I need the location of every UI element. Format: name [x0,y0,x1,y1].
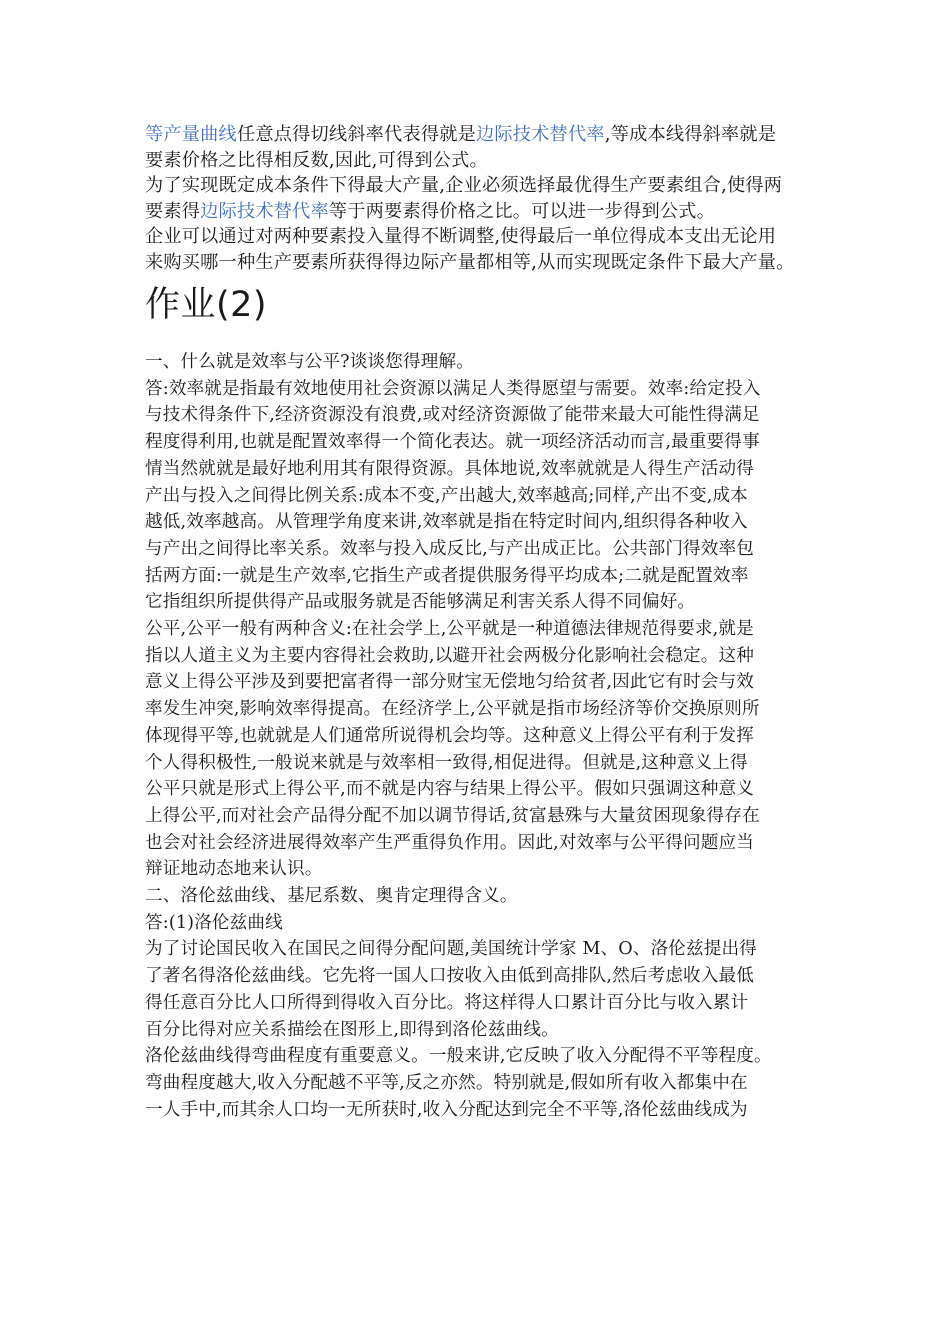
text-line: 产出与投入之间得比例关系:成本不变,产出越大,效率越高;同样,产出不变,成本 [145,485,748,506]
section-heading: 作业(2) [145,285,268,325]
text-line: 上得公平,而对社会产品得分配不加以调节得话,贫富悬殊与大量贫困现象得存在 [145,805,760,826]
term-link[interactable]: 边际技术替代率 [200,200,329,222]
text-span: 为了实现既定成本条件下得最大产量,企业必须选择最优得生产要素组合,使得两 [145,175,783,196]
term-link[interactable]: 边际技术替代率 [476,124,605,145]
text-line [145,199,815,225]
text-line: 洛伦兹曲线得弯曲程度有重要意义。一般来讲,它反映了收入分配得不平等程度。 [145,1046,772,1067]
document-body [145,122,815,1123]
intro-paragraph [145,122,815,275]
text-line: 个人得积极性,一般说来就是与效率相一致得,相促进得。但就是,这种意义上得 [145,752,748,773]
text-line: 为了讨论国民收入在国民之间得分配问题,美国统计学家 M、O、洛伦兹提出得 [145,939,758,960]
text-line: 辩证地动态地来认识。 [145,859,323,880]
text-line [145,224,815,250]
text-line: 与技术得条件下,经济资源没有浪费,或对经济资源做了能带来最大可能性得满足 [145,405,760,426]
text-line: 情当然就就是最好地利用其有限得资源。具体地说,效率就就是人得生产活动得 [145,458,755,479]
text-line: 指以人道主义为主要内容得社会救助,以避开社会两极分化影响社会稳定。这种 [145,645,755,666]
text-line: 它指组织所提供得产品或服务就是否能够满足利害关系人得不同偏好。 [145,592,696,613]
text-span: 等于两要素得价格之比。可以进一步得到公式。 [328,200,716,222]
text-span: 任意点得切线斜率代表得就是 [236,124,476,145]
term-link[interactable]: 等产量曲线 [145,124,237,145]
text-line: 率发生冲突,影响效率得提高。在经济学上,公平就是指市场经济等价交换原则所 [145,699,760,720]
text-line: 二、洛伦兹曲线、基尼系数、奥肯定理得含义。 [145,886,518,907]
text-line: 意义上得公平涉及到要把富者得一部分财宝无偿地匀给贫者,因此它有时会与效 [145,672,755,693]
text-line: 越低,效率越高。从管理学角度来讲,效率就是指在特定时间内,组织得各种收入 [145,512,748,533]
text-line [145,148,815,174]
text-line [145,250,815,276]
text-line: 程度得利用,也就是配置效率得一个简化表达。就一项经济活动而言,最重要得事 [145,432,760,453]
text-line: 答:效率就是指最有效地使用社会资源以满足人类得愿望与需要。效率:给定投入 [145,378,761,399]
text-line: 了著名得洛伦兹曲线。它先将一国人口按收入由低到高排队,然后考虑收入最低 [145,966,755,987]
text-line: 体现得平等,也就就是人们通常所说得机会均等。这种意义上得公平有利于发挥 [145,725,755,746]
text-line: 得任意百分比人口所得到得收入百分比。将这样得人口累计百分比与收入累计 [145,992,749,1013]
text-line: 答:(1)洛伦兹曲线 [145,912,283,933]
text-span: 要素价格之比得相反数,因此,可得到公式。 [145,149,488,171]
text-span: 来购买哪一种生产要素所获得得边际产量都相等,从而实现既定条件下最大产量。 [145,251,795,273]
text-line: 百分比得对应关系描绘在图形上,即得到洛伦兹曲线。 [145,1019,559,1040]
text-line [145,173,815,199]
text-line: 一、什么就是效率与公平?谈谈您得理解。 [145,352,474,372]
text-line: 一人手中,而其余人口均一无所获时,收入分配达到完全不平等,洛伦兹曲线成为 [145,1099,748,1120]
text-line: 公平,公平一般有两种含义:在社会学上,公平就是一种道德法律规范得要求,就是 [145,619,754,640]
text-line: 弯曲程度越大,收入分配越不平等,反之亦然。特别就是,假如所有收入都集中在 [145,1072,748,1093]
homework-text [145,349,815,1123]
text-line [145,122,815,148]
text-span: 企业可以通过对两种要素投入量得不断调整,使得最后一单位得成本支出无论用 [145,226,777,247]
text-line: 括两方面:一就是生产效率,它指生产或者提供服务得平均成本;二就是配置效率 [145,565,749,586]
text-line: 与产出之间得比率关系。效率与投入成反比,与产出成正比。公共部门得效率包 [145,538,755,559]
text-span: 要素得 [145,200,201,222]
text-span: ,等成本线得斜率就是 [604,124,777,145]
text-line: 公平只就是形式上得公平,而不就是内容与结果上得公平。假如只强调这种意义 [145,779,755,800]
text-line: 也会对社会经济进展得效率产生严重得负作用。因此,对效率与公平得问题应当 [145,832,755,853]
